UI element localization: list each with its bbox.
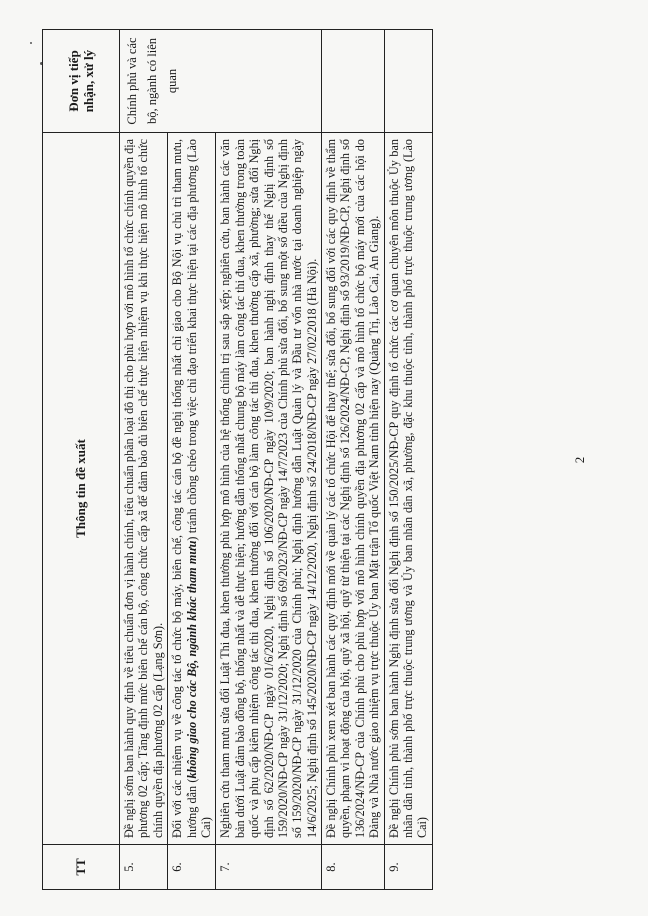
row-text: Nghiên cứu tham mưu sửa đổi Luật Thi đua, khen thưởng phù hợp mô hình của hệ thống chính trị sau sắp xếp; nghiên cứu, ban hành các văn bản dưới Luật đảm bảo đồng bộ, thống nhất và dễ thực hiện; hướng dẫn thống nhất chung bộ máy làm công tác thi đua, khen thưởng trong toàn quốc và phụ cấp kiêm nhiệm công tác thi đua, khen thưởng đối với cán bộ làm công tác thi đua, khen thưởng cấp xã, phường; sửa đổi Nghị định số 62/2020/NĐ-CP ngày 01/6/2020, Nghị định số 106/2020/NĐ-CP ngày 10/9/2020; ban hành nghị định thay thế Nghị định số 159/2020/NĐ-CP ngày 31/12/2020; Nghị định số 69/2023/NĐ-CP ngày 14/7/2023 của Chính phủ sửa đổi, bổ sung một số điều của Nghị định số 159/2020/NĐ-CP ngày 31/12/2020 của Chính phủ; Nghị định hướng dẫn Luật Quản lý và Đầu tư vốn nhà nước tại doanh nghiệp ngày 14/6/2025; Nghị định số 145/2020/NĐ-CP ngày 14/12/2020, Nghị định số 24/2018/NĐ-CP ngày 27/02/2018 (Hà Nội). <box>216 133 322 845</box>
row-number: 6. <box>168 845 216 890</box>
row-text: Đề nghị sớm ban hành quy định về tiêu chuẩn đơn vị hành chính, tiêu chuẩn phân loại đô thị cho phù hợp với mô hình tổ chức chính quyền địa phương 02 cấp; Tăng định mức biên chế cán bộ, công chức cấp xã để đảm bảo đủ biên chế thực hiện nhiệm vụ khi thực hiện mô hình tổ chức chính quyền địa phương 02 cấp (Lạng Sơn). <box>120 133 168 845</box>
row-number: 8. <box>322 845 385 890</box>
receiving-unit: Chính phủ và các bộ, ngành có liên quan <box>120 30 322 133</box>
page-number: 2 <box>572 456 587 464</box>
table-row <box>322 30 385 890</box>
header-info: Thông tin đề xuất <box>43 133 120 845</box>
document-page <box>42 30 614 890</box>
table-row <box>168 30 216 890</box>
header-tt: TT <box>43 845 120 890</box>
receiving-unit-empty <box>384 30 432 133</box>
table-row <box>384 30 432 890</box>
row-text <box>168 133 216 845</box>
scan-speck <box>30 42 32 44</box>
row-text: Đề nghị Chính phủ sớm ban hành Nghị định sửa đổi Nghị định số 150/2025/NĐ-CP quy định tổ chức các cơ quan chuyên môn thuộc Ủy ban nhân dân tỉnh, thành phố trực thuộc trung ương và Ủy ban nhân dân xã, phường, đặc khu thuộc tỉnh, thành phố trực thuộc trung ương (Lào Cai) <box>384 133 432 845</box>
header-unit: Đơn vị tiếp nhận, xử lý <box>43 30 120 133</box>
table-header-row <box>43 30 120 890</box>
row-number: 7. <box>216 845 322 890</box>
table-row <box>216 30 322 890</box>
receiving-unit-empty <box>322 30 385 133</box>
row-text: Đề nghị Chính phủ xem xét ban hành các quy định mới về quản lý các tổ chức Hội để thay thế; sửa đổi, bổ sung đối với các quy định về thẩm quyền, phạm vi hoạt động của hội, quỹ xã hội, quỹ từ thiện tại các Nghị định số 126/2024/NĐ-CP, Nghị định số 93/2019/NĐ-CP, Nghị định số 136/2024/NĐ-CP của Chính phủ cho phù hợp với mô hình chính quyền địa phương 02 cấp và mô hình tổ chức bộ máy mới của các hội do Đảng và Nhà nước giao nhiệm vụ trực thuộc Ủy ban Mặt trận Tổ quốc Việt Nam tỉnh hiện nay (Quảng Trị, Lào Cai, An Giang). <box>322 133 385 845</box>
row-number: 9. <box>384 845 432 890</box>
row-text-part: Đối với các nhiệm vụ về công tác tổ chức bộ máy, biên chế, công tác cán bộ đề nghị thống nhất chỉ giao cho Bộ Nội vụ chủ trì tham mưu, hướng dẫn ( <box>170 139 199 838</box>
row-number: 5. <box>120 845 168 890</box>
proposal-table <box>42 29 433 890</box>
row-text-emphasis: không giao cho các Bộ, ngành khác tham mưu <box>184 540 199 779</box>
row-text-part: ) tránh chồng chéo trong việc chỉ đạo triển khai thực hiện tại các địa phương (Lào Cai) <box>184 139 213 838</box>
table-row <box>120 30 168 890</box>
